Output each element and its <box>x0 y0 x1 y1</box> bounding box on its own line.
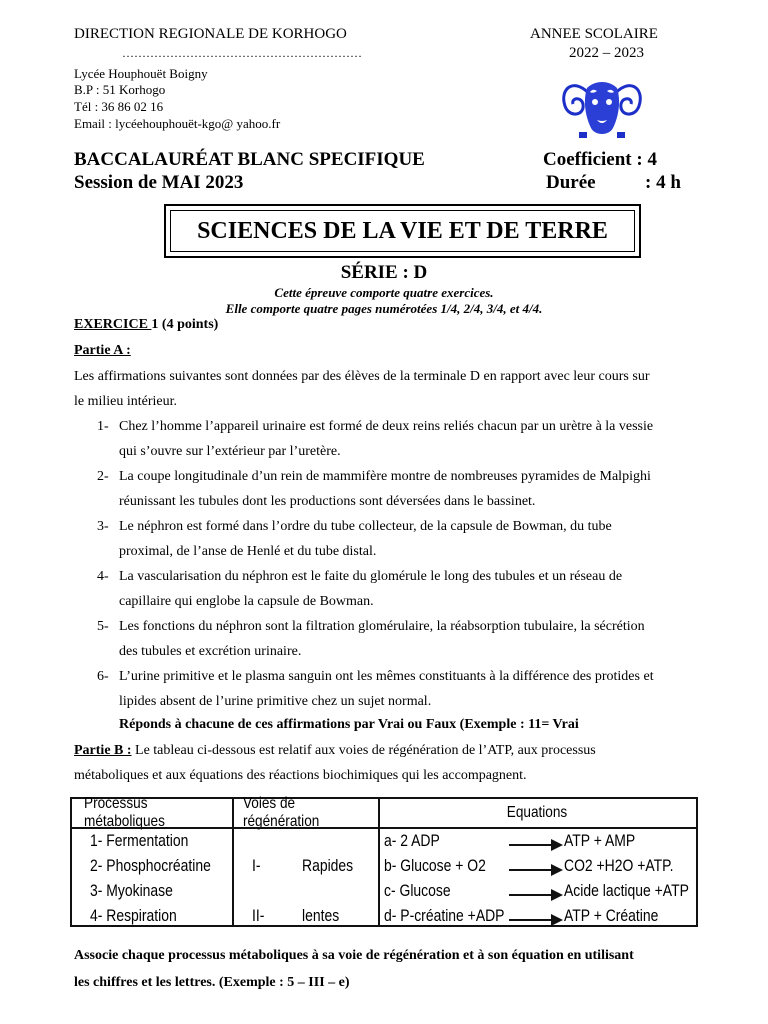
equation-left-c: c- Glucose <box>384 881 451 900</box>
item-line-2: qui s’ouvre sur l’extérieur par l’uretère. <box>119 444 341 459</box>
duration-label: Durée <box>546 172 596 193</box>
column-divider <box>378 799 380 925</box>
arrow-right-icon <box>509 919 561 921</box>
item-number: 5- <box>97 619 109 634</box>
part-a-title: Partie A : <box>74 343 131 358</box>
exercise-label: EXERCICE <box>74 317 152 332</box>
final-instruction <box>74 942 734 996</box>
item-number: 6- <box>97 669 109 684</box>
processus-4: 4- Respiration <box>90 906 177 925</box>
exercise-title <box>74 317 218 333</box>
intro-line-1: Cette épreuve comporte quatre exercices. <box>274 285 494 300</box>
header-voies: Voies de régénération <box>243 799 367 829</box>
part-a-intro-line-2: le milieu intérieur. <box>74 394 178 409</box>
exercise-points: 1 (4 points) <box>151 317 219 332</box>
equation-right-d: ATP + Créatine <box>564 906 659 925</box>
voie-num-1: I- <box>252 856 261 875</box>
item-number: 2- <box>97 469 109 484</box>
school-email: Email : lycéehouphouët-kgo@ yahoo.fr <box>74 116 281 131</box>
processus-2: 2- Phosphocréatine <box>90 856 211 875</box>
list-item <box>97 464 727 514</box>
intro-line-2: Elle comporte quatre pages numérotées 1/4, 2/4, 3/4, et 4/4. <box>225 301 543 316</box>
final-instruction-line-2: les chiffres et les lettres. (Exemple : 5 – III – e) <box>74 975 350 990</box>
part-b-text-1: Le tableau ci-dessous est relatif aux voies de régénération de l’ATP, aux processus <box>131 743 596 758</box>
item-number: 4- <box>97 569 109 584</box>
item-line-2: lipides absent de l’urine primitive chez un sujet normal. <box>119 694 432 709</box>
arrow-right-icon <box>509 894 561 896</box>
part-a-instruction: Réponds à chacune de ces affirmations par Vrai ou Faux (Exemple : 11= Vrai <box>119 717 579 732</box>
list-item <box>97 514 727 564</box>
school-year-label: ANNEE SCOLAIRE <box>530 26 658 42</box>
exam-session: Session de MAI 2023 <box>74 172 244 193</box>
item-line-1: L’urine primitive et le plasma sanguin ont les mêmes constituants à la différence des protides et <box>119 669 654 684</box>
header-divider <box>72 827 696 829</box>
item-line-1: La vascularisation du néphron est le faite du glomérule le long des tubules et un réseau de <box>119 569 623 584</box>
final-instruction-line-1: Associe chaque processus métaboliques à sa voie de régénération et à son équation en utilisant <box>74 948 634 963</box>
equation-right-a: ATP + AMP <box>564 831 636 850</box>
item-number: 1- <box>97 419 109 434</box>
metabolic-table <box>70 797 698 927</box>
part-b-intro-line-1 <box>74 743 734 759</box>
item-line-1: La coupe longitudinale d’un rein de mammifère montre de nombreuses pyramides de Malpighi <box>119 469 651 484</box>
arrow-right-icon <box>509 869 561 871</box>
equation-right-c: Acide lactique +ATP <box>564 881 689 900</box>
dotted-line: …………………………………………………… <box>122 46 362 60</box>
part-b-text-2: métaboliques et aux équations des réactions biochimiques qui les accompagnent. <box>74 768 527 783</box>
school-po-box: B.P : 51 Korhogo <box>74 82 166 97</box>
item-line-2: capillaire qui englobe la capsule de Bowman. <box>119 594 374 609</box>
header-equations: Equations <box>402 799 672 829</box>
list-item <box>97 614 727 664</box>
item-line-2: des tubules et excrétion urinaire. <box>119 644 302 659</box>
exam-title: BACCALAURÉAT BLANC SPECIFIQUE <box>74 149 425 170</box>
item-line-2: réunissant les tubules dont les productions sont déversées dans le bassinet. <box>119 494 536 509</box>
equation-left-d: d- P-créatine +ADP <box>384 906 505 925</box>
item-number: 3- <box>97 519 109 534</box>
item-line-1: Les fonctions du néphron sont la filtration glomérulaire, la réabsorption tubulaire, la sécrétion <box>119 619 645 634</box>
item-line-1: Chez l’homme l’appareil urinaire est formé de deux reins reliés chacun par un urètre à la vessie <box>119 419 654 434</box>
part-b-title: Partie B : <box>74 743 132 758</box>
list-item <box>97 414 727 464</box>
header-processus: Processus métaboliques <box>84 799 220 829</box>
voie-1: Rapides <box>302 856 354 875</box>
equation-right-b: CO2 +H2O +ATP. <box>564 856 674 875</box>
processus-3: 3- Myokinase <box>90 881 173 900</box>
school-name: Lycée Houphouët Boigny <box>74 66 208 81</box>
voie-2: lentes <box>302 906 340 925</box>
voie-num-2: II- <box>252 906 265 925</box>
equation-left-a: a- 2 ADP <box>384 831 440 850</box>
part-a-intro <box>74 364 724 414</box>
duration-value: : 4 h <box>645 172 681 193</box>
school-phone: Tél : 36 86 02 16 <box>74 99 164 114</box>
serie-title: SÉRIE : D <box>340 262 428 283</box>
school-year-value: 2022 – 2023 <box>569 45 644 61</box>
part-a-intro-line-1: Les affirmations suivantes sont données par des élèves de la terminale D en rapport avec leur cours sur <box>74 369 650 384</box>
subject-box <box>164 204 641 258</box>
ram-logo-icon <box>557 66 647 146</box>
arrow-right-icon <box>509 844 561 846</box>
column-divider <box>232 799 234 925</box>
list-item <box>97 564 727 614</box>
list-item <box>97 664 727 714</box>
subject-title: SCIENCES DE LA VIE ET DE TERRE <box>170 210 635 252</box>
item-line-1: Le néphron est formé dans l’ordre du tube collecteur, de la capsule de Bowman, du tube <box>119 519 612 534</box>
coefficient: Coefficient : 4 <box>543 149 657 170</box>
regional-direction: DIRECTION REGIONALE DE KORHOGO <box>74 26 347 42</box>
equation-left-b: b- Glucose + O2 <box>384 856 486 875</box>
processus-1: 1- Fermentation <box>90 831 189 850</box>
item-line-2: proximal, de l’anse de Henlé et du tube distal. <box>119 544 377 559</box>
